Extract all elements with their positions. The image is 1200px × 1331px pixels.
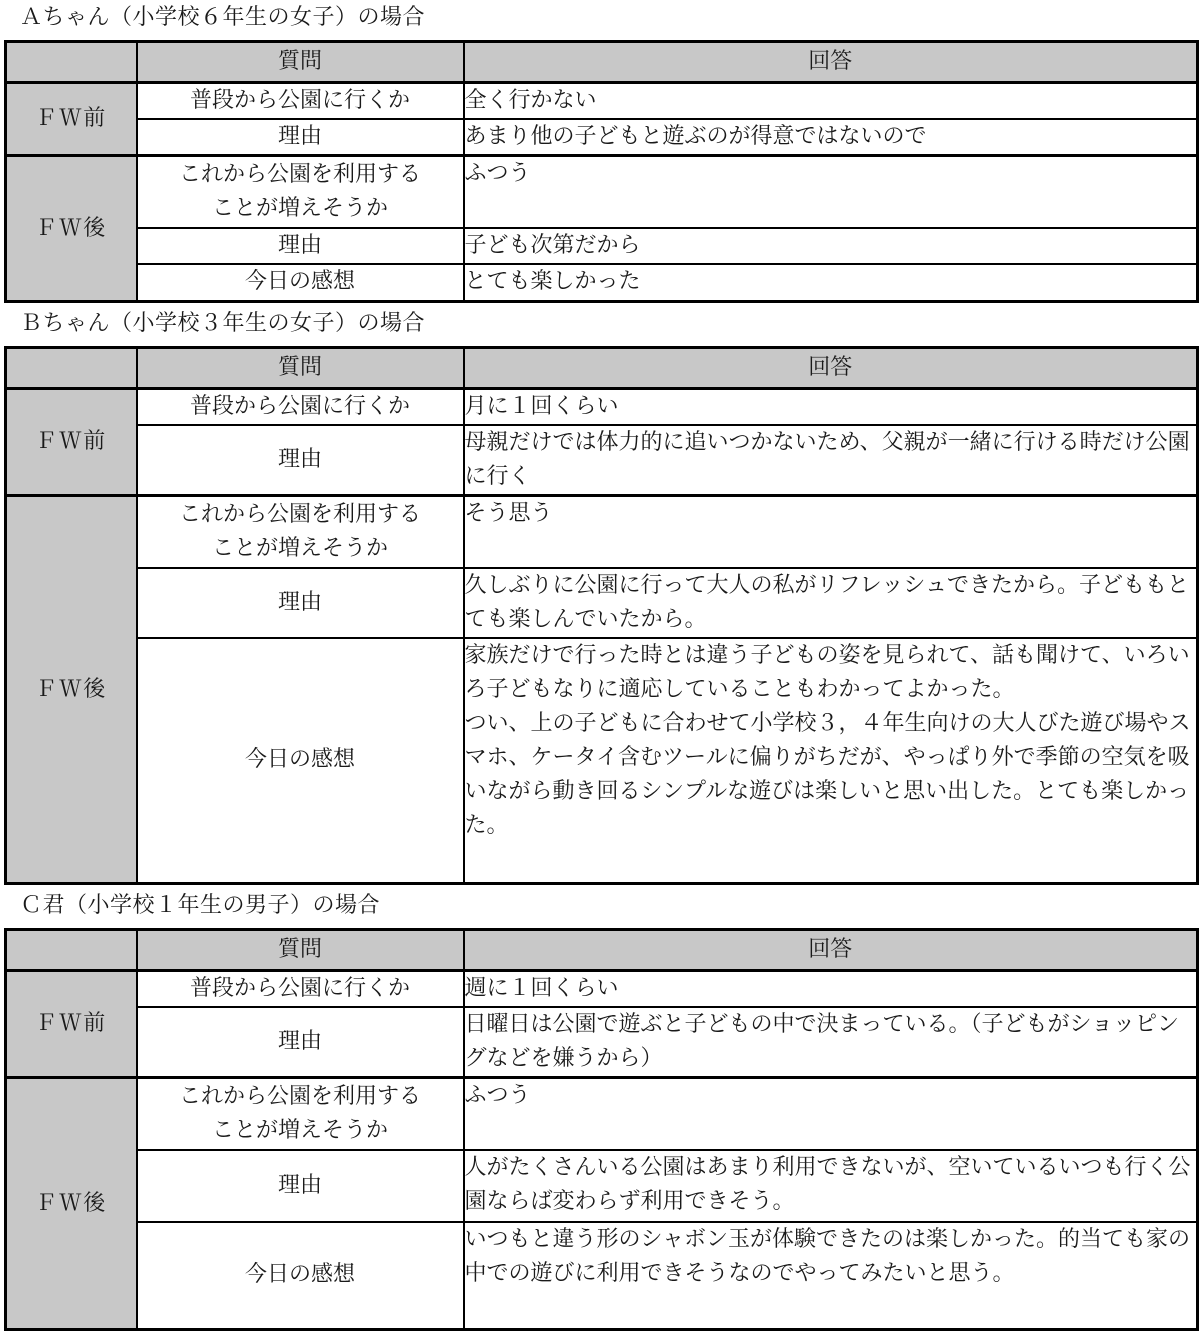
- header-row: [6, 42, 1198, 83]
- table-row: [6, 264, 1198, 302]
- answer-cell: いつもと違う形のシャボン玉が体験できたのは楽しかった。的当ても家の中での遊びに利用できそうなのでやってみたいと思う。: [464, 1222, 1198, 1330]
- answer-cell: 家族だけで行った時とは違う子どもの姿を見られて、話も聞けて、いろいろ子どもなりに適応していることもわかってよかった。 つい、上の子どもに合わせて小学校３，４年生向けの大人びた遊び場やスマホ、ケータイ含むツールに偏りがちだが、やっぱり外で季節の空気を吸いながら動き回るシンプルな遊びは楽しいと思い出した。とても楽しかった。: [464, 638, 1198, 884]
- corner-cell: [6, 930, 137, 971]
- case-caption: Ｃ君（小学校１年生の男子）の場合: [20, 893, 381, 918]
- question-cell: 理由: [137, 568, 464, 638]
- question-cell: 今日の感想: [137, 638, 464, 884]
- table-row: [6, 156, 1198, 228]
- answer-cell: 日曜日は公園で遊ぶと子どもの中で決まっている。（子どもがショッピングなどを嫌うから）: [464, 1007, 1198, 1078]
- table-row: [6, 1150, 1198, 1222]
- answer-cell: ふつう: [464, 1078, 1198, 1150]
- question-cell: 理由: [137, 425, 464, 496]
- question-cell: 理由: [137, 1150, 464, 1222]
- answer-cell: 子ども次第だから: [464, 228, 1198, 264]
- question-cell: 理由: [137, 119, 464, 156]
- question-header: 質問: [137, 348, 464, 389]
- answer-cell: 週に１回くらい: [464, 971, 1198, 1008]
- phase-label-before: ＦＷ前: [6, 83, 137, 156]
- survey-table: [4, 346, 1199, 885]
- answer-cell: 母親だけでは体力的に追いつかないため、父親が一緒に行ける時だけ公園に行く: [464, 425, 1198, 496]
- phase-label-before: ＦＷ前: [6, 389, 137, 496]
- question-header: 質問: [137, 930, 464, 971]
- answer-cell: 久しぶりに公園に行って大人の私がリフレッシュできたから。子どももとても楽しんでいたから。: [464, 568, 1198, 638]
- answer-cell: 全く行かない: [464, 83, 1198, 120]
- answer-header: 回答: [464, 930, 1198, 971]
- phase-label-after: ＦＷ後: [6, 496, 137, 884]
- header-row: [6, 930, 1198, 971]
- question-cell: これから公園を利用する ことが増えそうか: [137, 496, 464, 568]
- answer-cell: とても楽しかった: [464, 264, 1198, 302]
- question-cell: これから公園を利用する ことが増えそうか: [137, 1078, 464, 1150]
- answer-header: 回答: [464, 42, 1198, 83]
- survey-table: [4, 40, 1199, 303]
- case-caption: Ｂちゃん（小学校３年生の女子）の場合: [20, 311, 426, 336]
- table-row: [6, 496, 1198, 568]
- answer-cell: 月に１回くらい: [464, 389, 1198, 426]
- phase-label-before: ＦＷ前: [6, 971, 137, 1078]
- question-header: 質問: [137, 42, 464, 83]
- table-row: [6, 971, 1198, 1008]
- question-cell: 普段から公園に行くか: [137, 83, 464, 120]
- answer-cell: あまり他の子どもと遊ぶのが得意ではないので: [464, 119, 1198, 156]
- question-cell: これから公園を利用する ことが増えそうか: [137, 156, 464, 228]
- corner-cell: [6, 42, 137, 83]
- table-row: [6, 1222, 1198, 1330]
- table-row: [6, 119, 1198, 156]
- table-row: [6, 425, 1198, 496]
- answer-cell: 人がたくさんいる公園はあまり利用できないが、空いているいつも行く公園ならば変わらず利用できそう。: [464, 1150, 1198, 1222]
- case-caption: Ａちゃん（小学校６年生の女子）の場合: [20, 5, 426, 30]
- table-row: [6, 228, 1198, 264]
- phase-label-after: ＦＷ後: [6, 156, 137, 302]
- answer-cell: ふつう: [464, 156, 1198, 228]
- question-cell: 今日の感想: [137, 1222, 464, 1330]
- table-row: [6, 1078, 1198, 1150]
- survey-table: [4, 928, 1199, 1331]
- answer-header: 回答: [464, 348, 1198, 389]
- answer-cell: そう思う: [464, 496, 1198, 568]
- table-row: [6, 568, 1198, 638]
- table-row: [6, 389, 1198, 426]
- question-cell: 普段から公園に行くか: [137, 971, 464, 1008]
- corner-cell: [6, 348, 137, 389]
- question-cell: 今日の感想: [137, 264, 464, 302]
- question-cell: 理由: [137, 228, 464, 264]
- question-cell: 理由: [137, 1007, 464, 1078]
- table-row: [6, 638, 1198, 884]
- header-row: [6, 348, 1198, 389]
- table-row: [6, 83, 1198, 120]
- question-cell: 普段から公園に行くか: [137, 389, 464, 426]
- table-row: [6, 1007, 1198, 1078]
- phase-label-after: ＦＷ後: [6, 1078, 137, 1330]
